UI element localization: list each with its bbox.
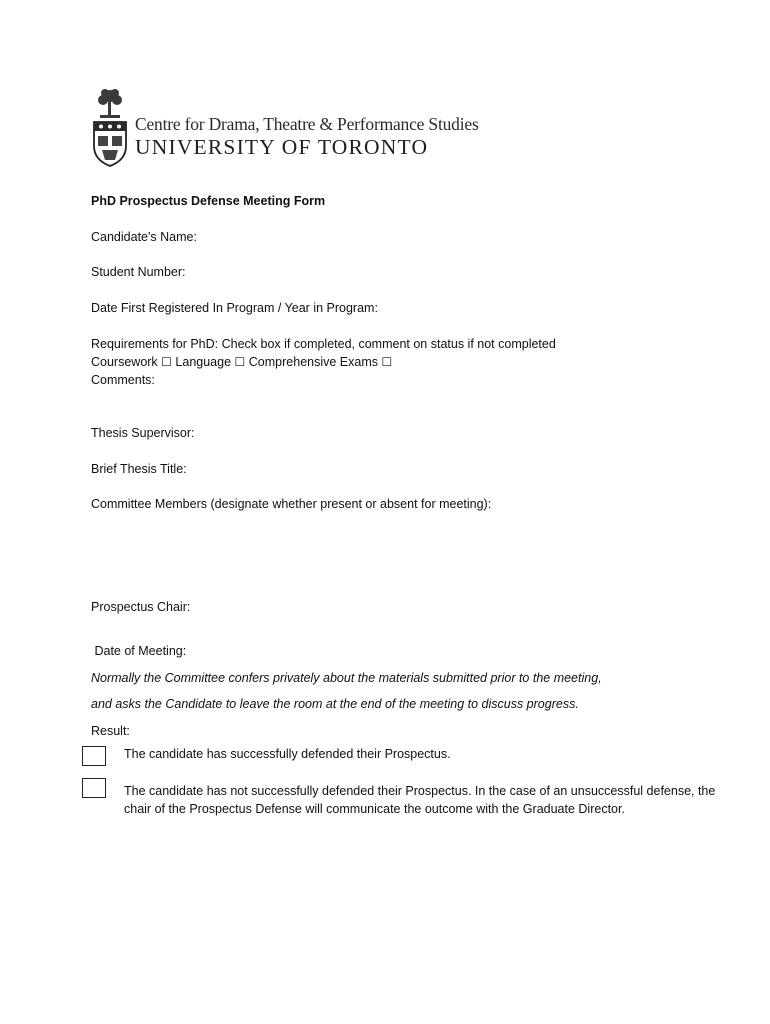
thesis-supervisor-label: Thesis Supervisor: [91, 426, 195, 440]
date-registered-label: Date First Registered In Program / Year in Program: [91, 301, 378, 315]
prospectus-chair-label: Prospectus Chair: [91, 600, 191, 614]
requirement-exams-label: Comprehensive Exams [248, 355, 378, 369]
requirements-checklist [91, 354, 392, 370]
note-line-2: and asks the Candidate to leave the room at the end of the meeting to discuss progress. [91, 697, 579, 711]
note-line-1: Normally the Committee confers privately about the materials submitted prior to the meeting, [91, 671, 602, 685]
committee-members-label: Committee Members (designate whether present or absent for meeting): [91, 497, 492, 511]
candidate-name-label: Candidate's Name: [91, 230, 197, 244]
form-title: PhD Prospectus Defense Meeting Form [91, 194, 326, 208]
student-number-label: Student Number: [91, 265, 186, 279]
coursework-checkbox[interactable]: ☐ [161, 355, 172, 369]
requirement-coursework-label: Coursework [91, 355, 158, 369]
result-label: Result: [91, 724, 130, 738]
requirement-language-label: Language [175, 355, 232, 369]
result-fail-checkbox[interactable] [82, 778, 106, 798]
thesis-title-label: Brief Thesis Title: [91, 462, 187, 476]
result-pass-checkbox[interactable] [82, 746, 106, 766]
result-pass-text: The candidate has successfully defended their Prospectus. [124, 747, 451, 761]
comments-label: Comments: [91, 373, 155, 387]
result-fail-text: The candidate has not successfully defended their Prospectus. In the case of an unsuccessful defense, the chair of the Prospectus Defense will communicate the outcome with the Graduate Director. [124, 784, 716, 816]
university-name: UNIVERSITY OF TORONTO [135, 135, 429, 159]
department-name: Centre for Drama, Theatre & Performance Studies [135, 114, 479, 134]
requirements-label: Requirements for PhD: Check box if completed, comment on status if not completed [91, 337, 556, 351]
exams-checkbox[interactable]: ☐ [381, 355, 393, 369]
department-logo [90, 88, 480, 170]
date-of-meeting-label: Date of Meeting: [91, 644, 187, 658]
language-checkbox[interactable]: ☐ [234, 355, 246, 369]
university-crest-icon [90, 88, 130, 170]
